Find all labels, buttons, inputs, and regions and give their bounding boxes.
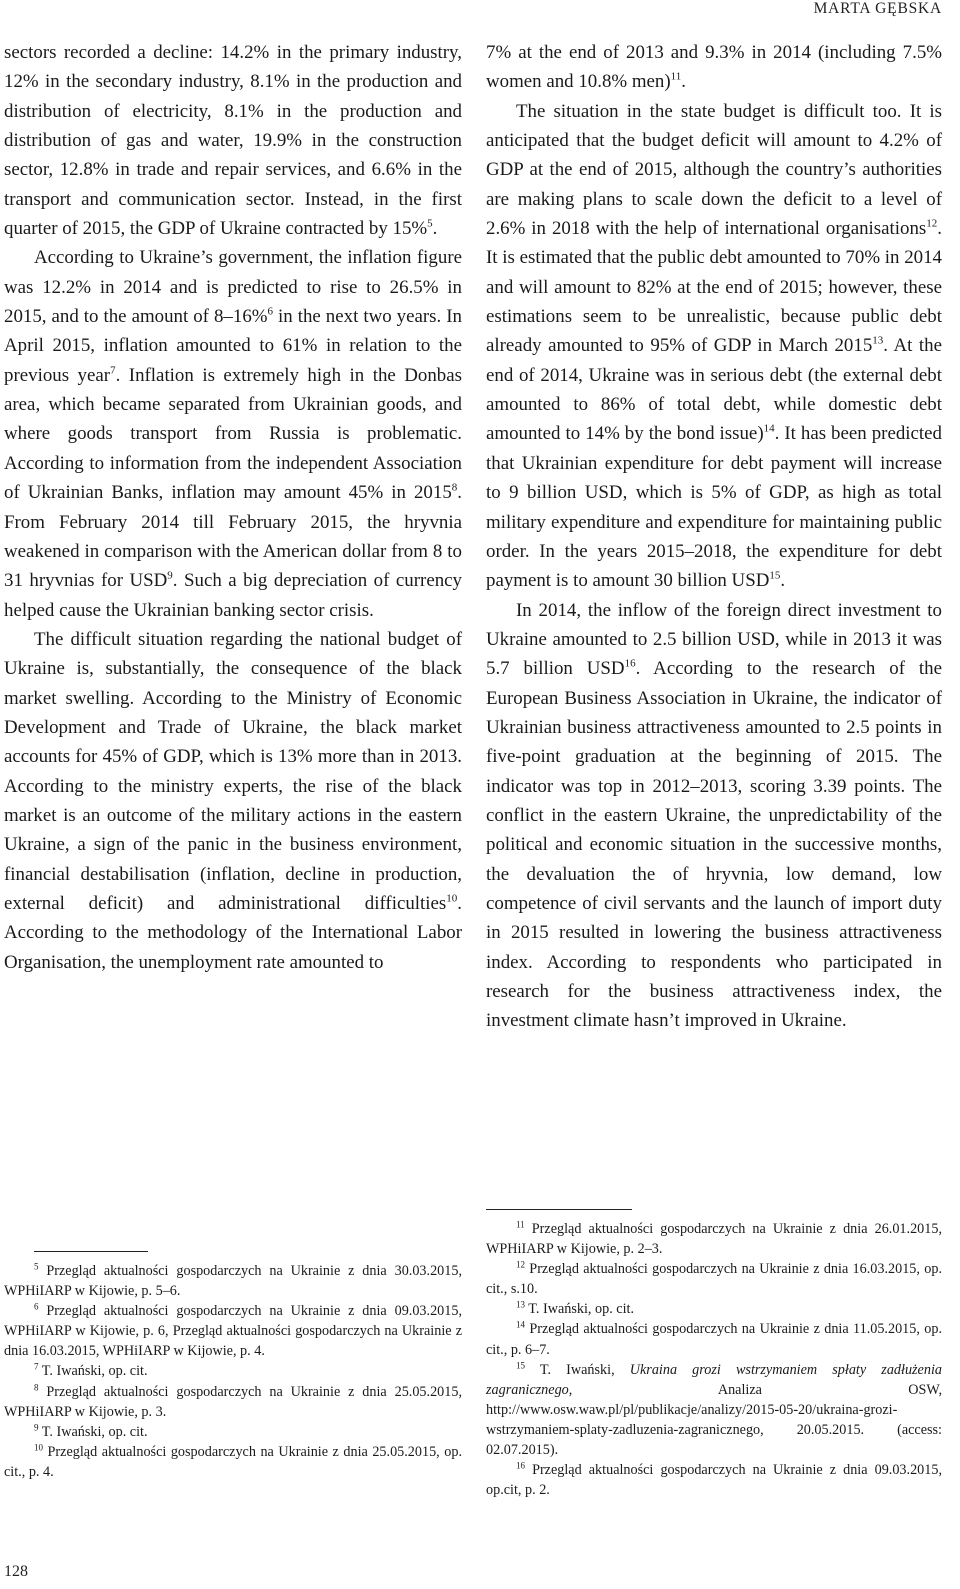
page-number: 128 bbox=[4, 1563, 28, 1580]
body-paragraph bbox=[486, 38, 942, 97]
footnote-ref: 15 bbox=[769, 569, 781, 582]
footnote-ref: 16 bbox=[516, 1460, 525, 1471]
footnote-ref: 8 bbox=[34, 1381, 39, 1392]
body-paragraph bbox=[4, 243, 462, 624]
footnote-ref: 11 bbox=[670, 71, 682, 84]
footnote bbox=[486, 1219, 942, 1259]
footnote-divider-left bbox=[34, 1251, 148, 1252]
text-run: T. Iwański, op. cit. bbox=[38, 1363, 148, 1380]
text-run: . Inflation is extremely high in the Donbas area, which became separated from Ukrainian goods, and where goods transport from Russia is problematic. According to information from the independent Association of Ukrainian Banks, inflation may amount 45% in 2015 bbox=[4, 364, 462, 504]
body-paragraph bbox=[4, 625, 462, 977]
footnote-ref: 10 bbox=[446, 892, 458, 905]
text-run: in the next two years. In April 2015, inflation amounted to 61% in relation to the previous year bbox=[4, 306, 462, 386]
text-run: . From February 2014 till February 2015, the hryvnia weakened in comparison with the American dollar from 8 to 31 hryvnias for USD bbox=[4, 482, 462, 592]
footnote-ref: 11 bbox=[516, 1219, 525, 1230]
footnote-ref: 13 bbox=[872, 335, 884, 348]
left-text-column bbox=[4, 38, 462, 977]
footnote-ref: 9 bbox=[167, 569, 173, 582]
body-paragraph bbox=[486, 97, 942, 596]
footnote bbox=[486, 1360, 942, 1460]
text-run: Przegląd aktualności gospodarczych na Ukrainie z dnia 25.05.2015, WPHiIARP w Kijowie, p. 3. bbox=[4, 1383, 462, 1420]
text-run: Przegląd aktualności gospodarczych na Ukrainie z dnia 09.03.2015, WPHiIARP w Kijowie, p. 6, Przegląd aktualności gospodarczych na Ukrainie z dnia 16.03.2015, WPHiIARP w Kijowie, p. 4. bbox=[4, 1303, 462, 1360]
text-run: According to Ukraine’s government, the inflation figure was 12.2% in 2014 and is predicted to rise to 26.5% in 2015, and to the amount of 8–16% bbox=[4, 247, 462, 328]
footnote bbox=[4, 1382, 462, 1422]
text-run: Przegląd aktualności gospodarczych na Ukrainie z dnia 09.03.2015, op.cit, p. 2. bbox=[486, 1462, 942, 1499]
text-run: . bbox=[681, 71, 686, 93]
text-run: . It has been predicted that Ukrainian expenditure for debt payment will increase to 9 billion USD, which is 5% of GDP, as high as total military expenditure and expenditure for maintaining public order. In the years 2015–2018, the expenditure for debt payment is to amount 30 billion USD bbox=[486, 423, 942, 592]
footnotes-right bbox=[486, 1219, 942, 1500]
text-run: sectors recorded a decline: 14.2% in the primary industry, 12% in the secondary industry, 8.1% in the production and distribution of electricity, 8.1% in the production and distribution of gas and water, 19.9% in the construction sector, 12.8% in trade and repair services, and 6.6% in the transport and communication sector. Instead, in the first quarter of 2015, the GDP of Ukraine contracted by 15% bbox=[4, 42, 462, 240]
text-run: T. Iwański, op. cit. bbox=[525, 1301, 635, 1318]
footnote-ref: 15 bbox=[516, 1359, 525, 1370]
text-run: , Analiza OSW, http://www.osw.waw.pl/pl/publikacje/analizy/2015-05-20/ukraina-grozi-wstrzymaniem-splaty-zadluzenia-zagranicznego, 20.05.2015. (access: 02.07.2015). bbox=[486, 1381, 942, 1459]
footnotes-left bbox=[4, 1261, 462, 1482]
footnote-ref: 6 bbox=[34, 1301, 39, 1312]
footnote-ref: 7 bbox=[110, 364, 116, 377]
footnote-ref: 9 bbox=[34, 1422, 39, 1433]
footnote-ref: 5 bbox=[427, 217, 433, 230]
footnote bbox=[4, 1301, 462, 1361]
text-run: In 2014, the inflow of the foreign direct investment to Ukraine amounted to 2.5 billion USD, while in 2013 it was 5.7 billion USD bbox=[486, 599, 942, 680]
footnote-ref: 5 bbox=[34, 1261, 39, 1272]
footnote-ref: 8 bbox=[451, 481, 458, 494]
footnote-ref: 13 bbox=[516, 1299, 525, 1310]
footnote-ref: 6 bbox=[267, 305, 273, 318]
footnote-ref: 12 bbox=[926, 217, 938, 230]
footnote bbox=[486, 1319, 942, 1359]
right-text-column bbox=[486, 38, 942, 1036]
text-run: . Such a big depreciation of currency helped cause the Ukrainian banking sector crisis. bbox=[4, 570, 462, 621]
italic-title: Ukraina grozi wstrzymaniem spłaty zadłużenia zagranicznego bbox=[486, 1361, 942, 1398]
text-run: Przegląd aktualności gospodarczych na Ukrainie z dnia 16.03.2015, op. cit., s.10. bbox=[486, 1261, 942, 1298]
footnote-ref: 16 bbox=[624, 657, 636, 670]
text-run: T. Iwański, op. cit. bbox=[38, 1423, 148, 1440]
text-run: T. Iwański, bbox=[525, 1361, 630, 1378]
text-run: . bbox=[780, 570, 786, 592]
text-run: . According to the methodology of the International Labor Organisation, the unemployment rate amounted to bbox=[4, 892, 462, 973]
text-run: The situation in the state budget is difficult too. It is anticipated that the budget deficit will amount to 4.2% of GDP at the end of 2015, although the country’s authorities are making plans to scale down the deficit to a level of 2.6% in 2018 with the help of international organisations bbox=[486, 100, 942, 240]
footnote bbox=[486, 1299, 942, 1319]
text-run: Przegląd aktualności gospodarczych na Ukrainie z dnia 30.03.2015, WPHiIARP w Kijowie, p. 5–6. bbox=[4, 1263, 462, 1300]
text-run: 7% at the end of 2013 and 9.3% in 2014 (including 7.5% women and 10.8% men) bbox=[486, 42, 942, 93]
text-run: . At the end of 2014, Ukraine was in serious debt (the external debt amounted to 86% of total debt, while domestic debt amounted to 14% by the bond issue) bbox=[486, 335, 942, 445]
footnote bbox=[4, 1442, 462, 1482]
text-run: Przegląd aktualności gospodarczych na Ukrainie z dnia 25.05.2015, op. cit., p. 4. bbox=[4, 1443, 462, 1480]
running-head: MARTA GĘBSKA bbox=[813, 0, 942, 17]
footnote bbox=[486, 1259, 942, 1299]
footnote bbox=[4, 1261, 462, 1301]
footnote bbox=[4, 1422, 462, 1442]
footnote-divider-right bbox=[486, 1209, 632, 1210]
text-run: . bbox=[432, 218, 438, 240]
body-paragraph bbox=[4, 38, 462, 243]
text-run: Przegląd aktualności gospodarczych na Ukrainie z dnia 11.05.2015, op. cit., p. 6–7. bbox=[486, 1321, 942, 1358]
footnote-ref: 12 bbox=[516, 1259, 525, 1270]
footnote-ref: 10 bbox=[34, 1442, 43, 1453]
text-run: . According to the research of the European Business Association in Ukraine, the indicator of Ukrainian business attractiveness amounted to 2.5 points in five-point graduation at the beginning of 2015. The indicator was top in 2012–2013, scoring 3.39 points. The conflict in the eastern Ukraine, the unpredictability of the political and economic situation in the successive months, the devaluation the of hryvnia, low demand, low competence of civil servants and the launch of import duty in 2015 resulted in lowering the business attractiveness index. According to respondents who participated in research for the business attractiveness index, the investment climate hasn’t improved in Ukraine. bbox=[486, 658, 942, 1032]
text-run: The difficult situation regarding the national budget of Ukraine is, substantially, the consequence of the black market swelling. According to the Ministry of Economic Development and Trade of Ukraine, the black market accounts for 45% of GDP, which is 13% more than in 2013. According to the ministry experts, the rise of the black market is an outcome of the military actions in the eastern Ukraine, a sign of the panic in the business environment, financial destabilisation (inflation, decline in production, external deficit) and administrational difficulties bbox=[4, 628, 462, 914]
footnote bbox=[4, 1361, 462, 1381]
footnote-ref: 14 bbox=[516, 1319, 525, 1330]
footnote-ref: 14 bbox=[763, 423, 775, 436]
footnote-ref: 7 bbox=[34, 1361, 39, 1372]
body-paragraph bbox=[486, 596, 942, 1036]
text-run: . It is estimated that the public debt amounted to 70% in 2014 and will amount to 82% at the end of 2015; however, these estimations seem to be unrealistic, because public debt already amounted to 95% of GDP in March 2015 bbox=[486, 218, 942, 357]
text-run: Przegląd aktualności gospodarczych na Ukrainie z dnia 26.01.2015, WPHiIARP w Kijowie, p. 2–3. bbox=[486, 1221, 942, 1258]
footnote bbox=[486, 1460, 942, 1500]
